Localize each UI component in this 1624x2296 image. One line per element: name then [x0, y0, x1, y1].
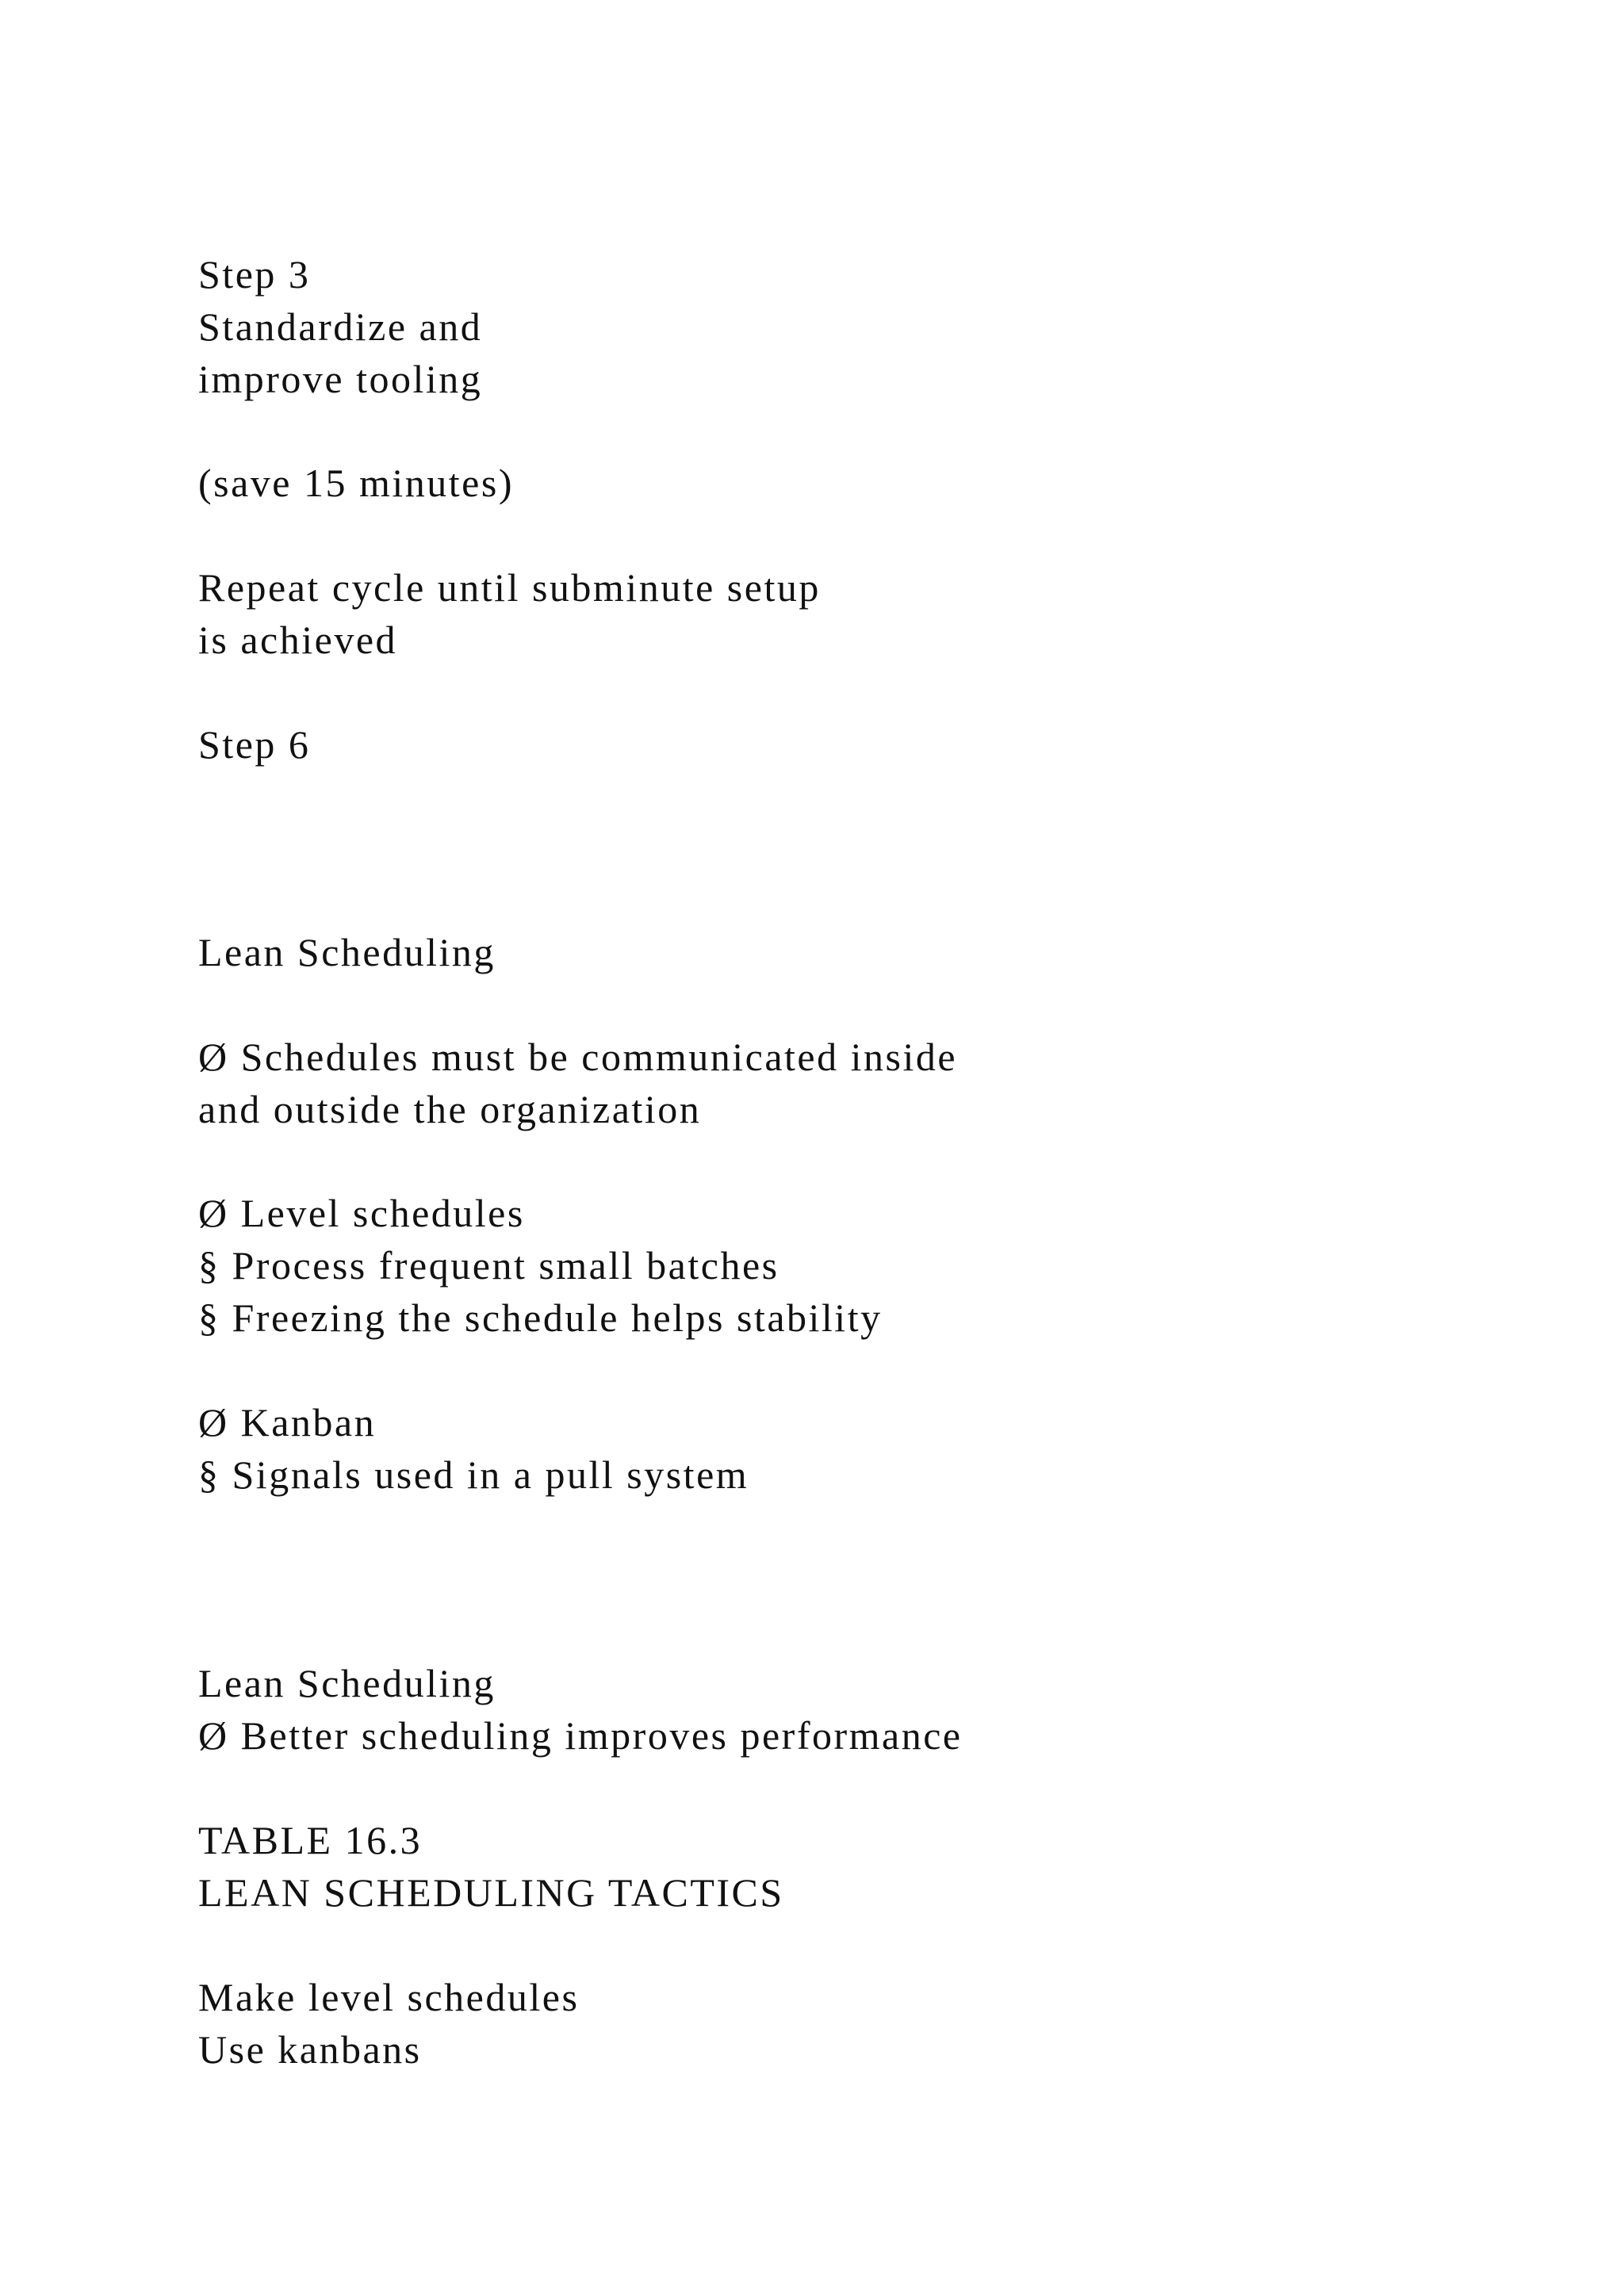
- table-label: TABLE 16.3: [198, 1818, 423, 1862]
- bullet-communicated-line-2: and outside the organization: [198, 1087, 702, 1131]
- bullet-communicated-line-1: Ø Schedules must be communicated inside: [198, 1035, 958, 1079]
- step-3-savings: (save 15 minutes): [198, 461, 514, 505]
- sub-bullet-small-batches: § Process frequent small batches: [198, 1243, 779, 1288]
- repeat-cycle-line-1: Repeat cycle until subminute setup: [198, 565, 821, 610]
- sub-bullet-freezing-schedule: § Freezing the schedule helps stability: [198, 1295, 883, 1340]
- bullet-level-schedules: Ø Level schedules: [198, 1191, 525, 1235]
- step-3-heading: Step 3: [198, 252, 311, 297]
- tactic-level-schedules: Make level schedules: [198, 1975, 580, 2019]
- bullet-better-scheduling: Ø Better scheduling improves performance: [198, 1713, 963, 1758]
- table-title: LEAN SCHEDULING TACTICS: [198, 1870, 784, 1915]
- sub-bullet-pull-system: § Signals used in a pull system: [198, 1452, 749, 1497]
- repeat-cycle-line-2: is achieved: [198, 618, 398, 662]
- bullet-kanban: Ø Kanban: [198, 1400, 377, 1445]
- step-6-heading: Step 6: [198, 722, 311, 767]
- step-3-text-line-1: Standardize and: [198, 304, 483, 349]
- tactic-use-kanbans: Use kanbans: [198, 2027, 422, 2072]
- lean-scheduling-heading-2: Lean Scheduling: [198, 1661, 496, 1705]
- lean-scheduling-heading: Lean Scheduling: [198, 930, 496, 974]
- step-3-text-line-2: improve tooling: [198, 357, 483, 401]
